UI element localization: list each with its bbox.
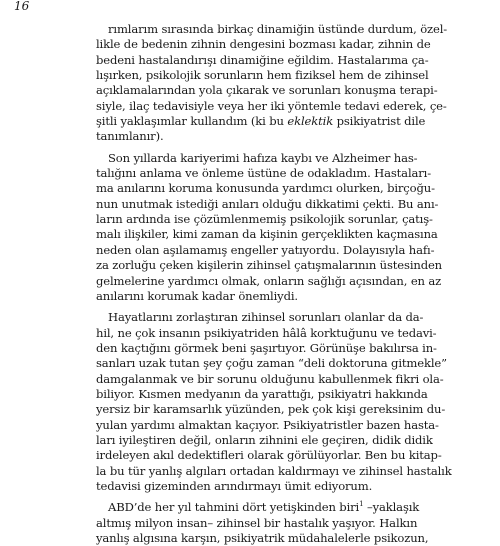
text-line (96, 531, 429, 546)
text-line (96, 417, 439, 433)
text-line (96, 432, 433, 448)
text-line (96, 515, 418, 531)
text-segment: la bu tür yanlış algıları ortadan kaldırmayı ve zihinsel hastalık (96, 463, 452, 478)
text-line (96, 166, 431, 181)
italic-text: eklektik (287, 114, 334, 129)
text-line (96, 402, 446, 417)
text-segment: sanları uzak tutan şey çoğu zaman “deli doktoruna gitmekle” (96, 356, 447, 371)
text-segment: psikiyatrist dile (333, 114, 426, 129)
text-segment: tedavisi gizeminden arındırmayı ümit ediyorum. (96, 478, 373, 493)
text-segment: altmış milyon insan– zihinsel bir hastalık yaşıyor. Halkın (96, 515, 418, 530)
text-segment: açıklamalarından yola çıkarak ve sorunları konuşma terapi- (96, 83, 438, 98)
text-segment: siyle, ilaç tedavisiyle veya her iki yöntemle tedavi ederek, çe- (96, 98, 447, 113)
text-segment: şitli yaklaşımlar kullandım (ki bu (96, 114, 288, 129)
page-number: 16 (14, 0, 30, 13)
text-line (96, 212, 433, 227)
text-line (96, 83, 438, 98)
text-line (96, 52, 429, 68)
text-line (96, 463, 452, 479)
text-line (96, 273, 442, 289)
body-text (96, 22, 452, 546)
text-segment: ları iyileştiren değil, onların zihnini ele geçiren, didik didik (96, 432, 433, 447)
text-line (96, 196, 439, 212)
text-line (96, 242, 435, 258)
text-line (96, 310, 424, 325)
text-segment: yanlış algısına karşın, psikiyatrik müdahalelerle psikozun, (96, 531, 429, 545)
footnote-marker: 1 (359, 500, 364, 509)
text-segment: irdeleyen akıl dedektifleri olarak görülüyorlar. Ben bu kitap- (96, 448, 442, 463)
text-line (96, 448, 442, 463)
paragraph (96, 22, 448, 145)
text-segment: damgalanmak ve bir sorunu olduğunu kabullenmek fikri ola- (96, 371, 444, 386)
text-segment: Hayatlarını zorlaştıran zihinsel sorunları olanlar da da- (108, 310, 424, 325)
text-segment: nun unutmak istediği anıları olduğu dikkatimi çekti. Bu anı- (96, 196, 439, 211)
text-line (96, 289, 404, 304)
text-line (96, 371, 444, 387)
text-line (96, 68, 429, 83)
text-segment: hil, ne çok insanın psikiyatriden hâlâ korktuğunu ve tedavi- (96, 325, 437, 340)
text-line (96, 37, 431, 52)
text-segment: ların ardında ise çözümlenmemiş psikolojik sorunlar, çatış- (96, 212, 433, 227)
text-segment: Son yıllarda kariyerimi hafıza kaybı ve Alzheimer has- (108, 150, 418, 165)
text-segment: biliyor. Kısmen medyanın da yarattığı, psikiyatri hakkında (96, 386, 428, 401)
text-segment: likle de bedenin zihnin dengesini bozması kadar, zihnin de (96, 37, 431, 52)
text-line (96, 500, 420, 515)
text-segment: malı ilişkiler, kimi zaman da kişinin gerçeklikten kaçmasına (96, 227, 438, 242)
text-line (96, 150, 418, 166)
text-line (96, 181, 435, 196)
paragraph (96, 500, 429, 546)
text-line (96, 129, 404, 144)
text-line (96, 386, 428, 402)
text-segment: talığını anlama ve önleme üstüne de odakladım. Hastaları- (96, 166, 431, 181)
text-segment: gelmelerine yardımcı olmak, onların sağlığı açısından, en az (96, 273, 442, 288)
text-line (96, 258, 442, 273)
text-line (96, 114, 426, 129)
text-line (96, 22, 448, 37)
text-segment: –yaklaşık (363, 500, 420, 515)
text-line (96, 479, 404, 494)
text-segment: den kaçtığını görmek beni şaşırtıyor. Görünüşe bakılırsa in- (96, 340, 437, 355)
text-segment: ABD’de her yıl tahmini dört yetişkinden biri (108, 500, 360, 515)
text-line (96, 227, 438, 242)
text-line (96, 325, 437, 341)
text-segment: yulan yardımı almaktan kaçıyor. Psikiyatristler bazen hasta- (96, 417, 439, 432)
text-segment: rımlarım sırasında birkaç dinamiğin üstünde durdum, özel- (108, 22, 448, 36)
text-segment: za zorluğu çeken kişilerin zihinsel çatışmalarının üstesinden (96, 258, 442, 273)
text-segment: tanımlanır). (96, 129, 164, 144)
paragraph (96, 150, 442, 304)
text-segment: bedeni hastalandırışı dinamiğine eğildim. Hastalarıma ça- (96, 52, 429, 67)
text-segment: anılarını korumak kadar önemliydi. (96, 288, 298, 303)
text-segment: neden olan aşılamamış engeller yatıyordu. Dolayısıyla hafı- (96, 242, 435, 257)
text-segment: ma anılarını koruma konusunda yardımcı olurken, birçoğu- (96, 181, 435, 196)
text-segment: yersiz bir karamsarlık yüzünden, pek çok kişi gereksinim du- (96, 402, 446, 417)
text-line (96, 356, 447, 371)
text-segment: lışırken, psikolojik sorunların hem fiziksel hem de zihinsel (96, 68, 429, 83)
paragraph (96, 310, 452, 494)
text-line (96, 340, 437, 356)
text-line (96, 98, 447, 114)
